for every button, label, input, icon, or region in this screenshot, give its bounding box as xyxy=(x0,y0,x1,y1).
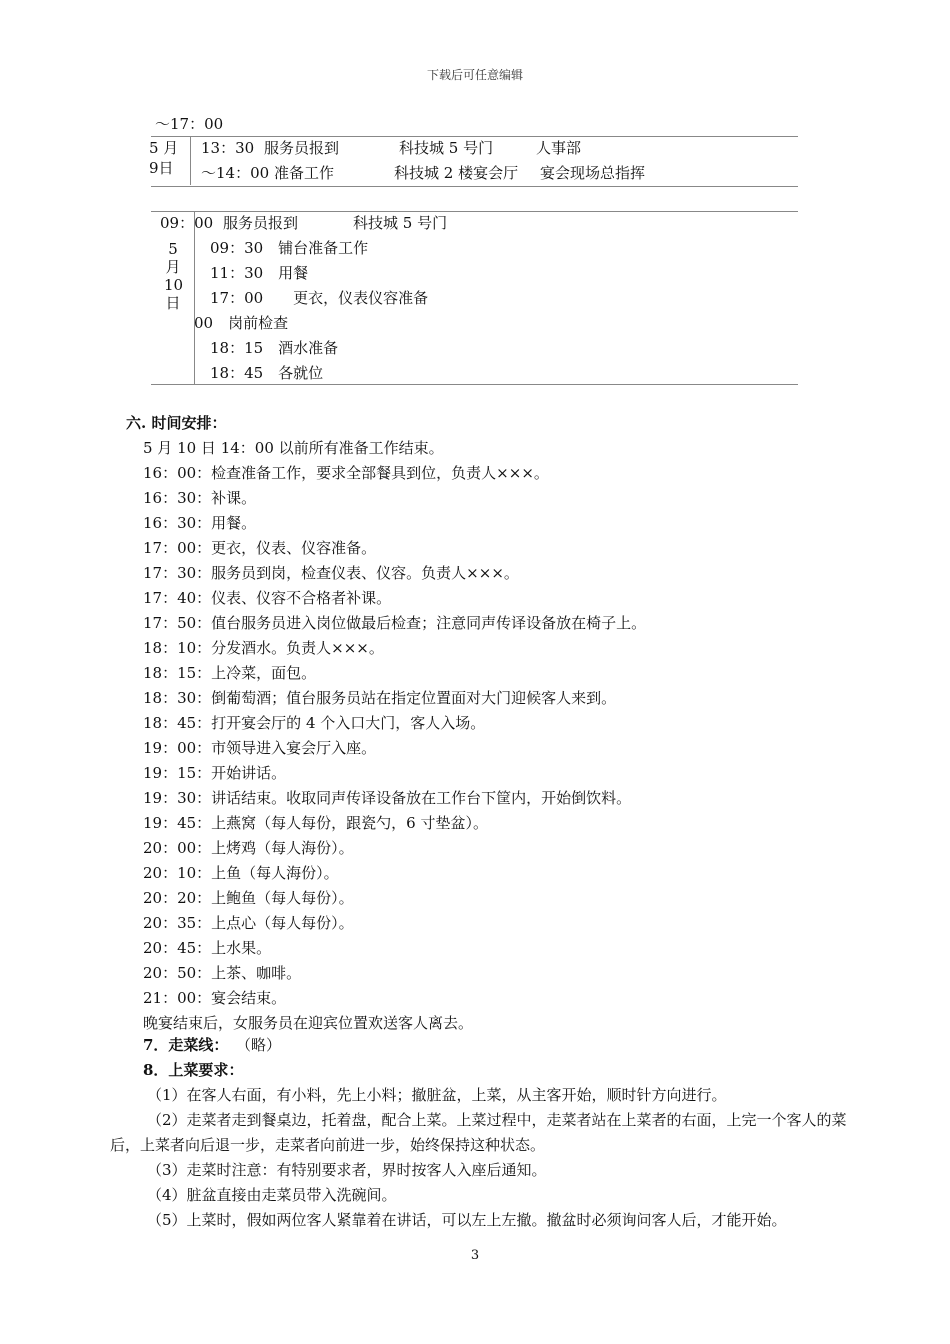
table2-row: 09：30 铺台准备工作 xyxy=(210,239,369,257)
table2-r1-task: 服务员报到 xyxy=(223,214,299,232)
table1-divider xyxy=(190,137,191,185)
table1-r1-task: 服务员报到 xyxy=(264,139,340,157)
table1-top-border xyxy=(151,136,798,137)
table1-date: 5 月 9日 xyxy=(149,139,179,177)
schedule-item: 17：30：服务员到岗，检查仪表、仪容。负责人×××。 xyxy=(143,564,519,582)
schedule-item: 20：00：上烤鸡（每人海份）。 xyxy=(143,839,354,857)
schedule-item: 18：10：分发酒水。负责人×××。 xyxy=(143,639,384,657)
schedule-item: 20：50：上茶、咖啡。 xyxy=(143,964,302,982)
table2-date: 5 月 10 日 xyxy=(164,240,184,312)
schedule-item: 20：20：上鲍鱼（每人每份）。 xyxy=(143,889,354,907)
page-header: 下载后可任意编辑 xyxy=(426,68,523,82)
schedule-item: 21：00：宴会结束。 xyxy=(143,989,287,1007)
schedule-item: 20：10：上鱼（每人海份）。 xyxy=(143,864,339,882)
schedule-item: 16：30：用餐。 xyxy=(143,514,257,532)
table1-r2-person: 宴会现场总指挥 xyxy=(540,164,646,182)
table1-r1-time: 13：30 xyxy=(201,139,255,157)
schedule-item: 20：35：上点心（每人每份）。 xyxy=(143,914,354,932)
schedule-item: 19：45：上燕窝（每人每份，跟瓷勺，6 寸垫盆）。 xyxy=(143,814,488,832)
table2-row: 18：15 酒水准备 xyxy=(210,339,339,357)
requirement-item: （2）走菜者走到餐桌边，托着盘，配合上菜。上菜过程中，走菜者站在上菜者的右面，上完一个客人的菜后，上菜者向后退一步，走菜者向前进一步，始终保持这种状态。 xyxy=(110,1111,847,1154)
schedule-item: 17：00：更衣，仪表、仪容准备。 xyxy=(143,539,377,557)
page-number: 3 xyxy=(470,1248,480,1263)
schedule-item: 18：30：倒葡萄酒；值台服务员站在指定位置面对大门迎候客人来到。 xyxy=(143,689,617,707)
section8-heading: 8．上菜要求： xyxy=(143,1061,244,1079)
schedule-item: 19：00：市领导进入宴会厅入座。 xyxy=(143,739,377,757)
schedule-item: 20：45：上水果。 xyxy=(143,939,272,957)
table2-top-border xyxy=(151,211,798,212)
requirement-item: （4）脏盆直接由走菜员带入洗碗间。 xyxy=(147,1186,397,1204)
requirement-item: （3）走菜时注意：有特别要求者，界时按客人入座后通知。 xyxy=(147,1161,547,1179)
table2-row: 11：30 用餐 xyxy=(210,264,309,282)
schedule-item: 16：00：检查准备工作，要求全部餐具到位，负责人×××。 xyxy=(143,464,549,482)
requirement-item: （1）在客人右面，有小料，先上小料；撤脏盆，上菜，从主客开始，顺时针方向进行。 xyxy=(147,1086,727,1104)
schedule-intro: 5 月 10 日 14：00 以前所有准备工作结束。 xyxy=(143,439,444,457)
requirement-item: （5）上菜时，假如两位客人紧靠着在讲话，可以左上左撤。撤盆时必须询问客人后，才能开始。 xyxy=(147,1211,787,1229)
schedule-item: 19：15：开始讲话。 xyxy=(143,764,287,782)
table2-row: 00 岗前检查 xyxy=(194,314,289,332)
table2-r1-time: 09：00 xyxy=(160,214,214,232)
table1-r2-place: 科技城 2 楼宴会厅 xyxy=(394,164,519,182)
schedule-item: 18：15：上冷菜，面包。 xyxy=(143,664,317,682)
section7-heading: 7．走菜线： xyxy=(143,1036,229,1054)
schedule-item: 17：40：仪表、仪容不合格者补课。 xyxy=(143,589,392,607)
schedule-item: 17：50：值台服务员进入岗位做最后检查；注意同声传译设备放在椅子上。 xyxy=(143,614,647,632)
section7-note: （略） xyxy=(236,1036,282,1054)
schedule-item: 晚宴结束后，女服务员在迎宾位置欢送客人离去。 xyxy=(143,1014,474,1032)
table1-r1-place: 科技城 5 号门 xyxy=(399,139,494,157)
table1-row0-time: ～17：00 xyxy=(155,115,224,133)
table2-bottom-border xyxy=(151,384,798,385)
section6-heading: 六. 时间安排： xyxy=(126,414,227,432)
table1-bottom-border xyxy=(151,186,798,187)
table2-row: 17：00 更衣，仪表仪容准备 xyxy=(210,289,429,307)
schedule-item: 19：30：讲话结束。收取同声传译设备放在工作台下筐内，开始倒饮料。 xyxy=(143,789,632,807)
schedule-item: 18：45：打开宴会厅的 4 个入口大门，客人入场。 xyxy=(143,714,486,732)
table1-r2-time: ～14：00 准备工作 xyxy=(201,164,334,182)
table2-r1-place: 科技城 5 号门 xyxy=(353,214,448,232)
table1-r1-person: 人事部 xyxy=(536,139,582,157)
schedule-item: 16：30：补课。 xyxy=(143,489,257,507)
table2-row: 18：45 各就位 xyxy=(210,364,324,382)
table2-divider xyxy=(194,212,195,384)
